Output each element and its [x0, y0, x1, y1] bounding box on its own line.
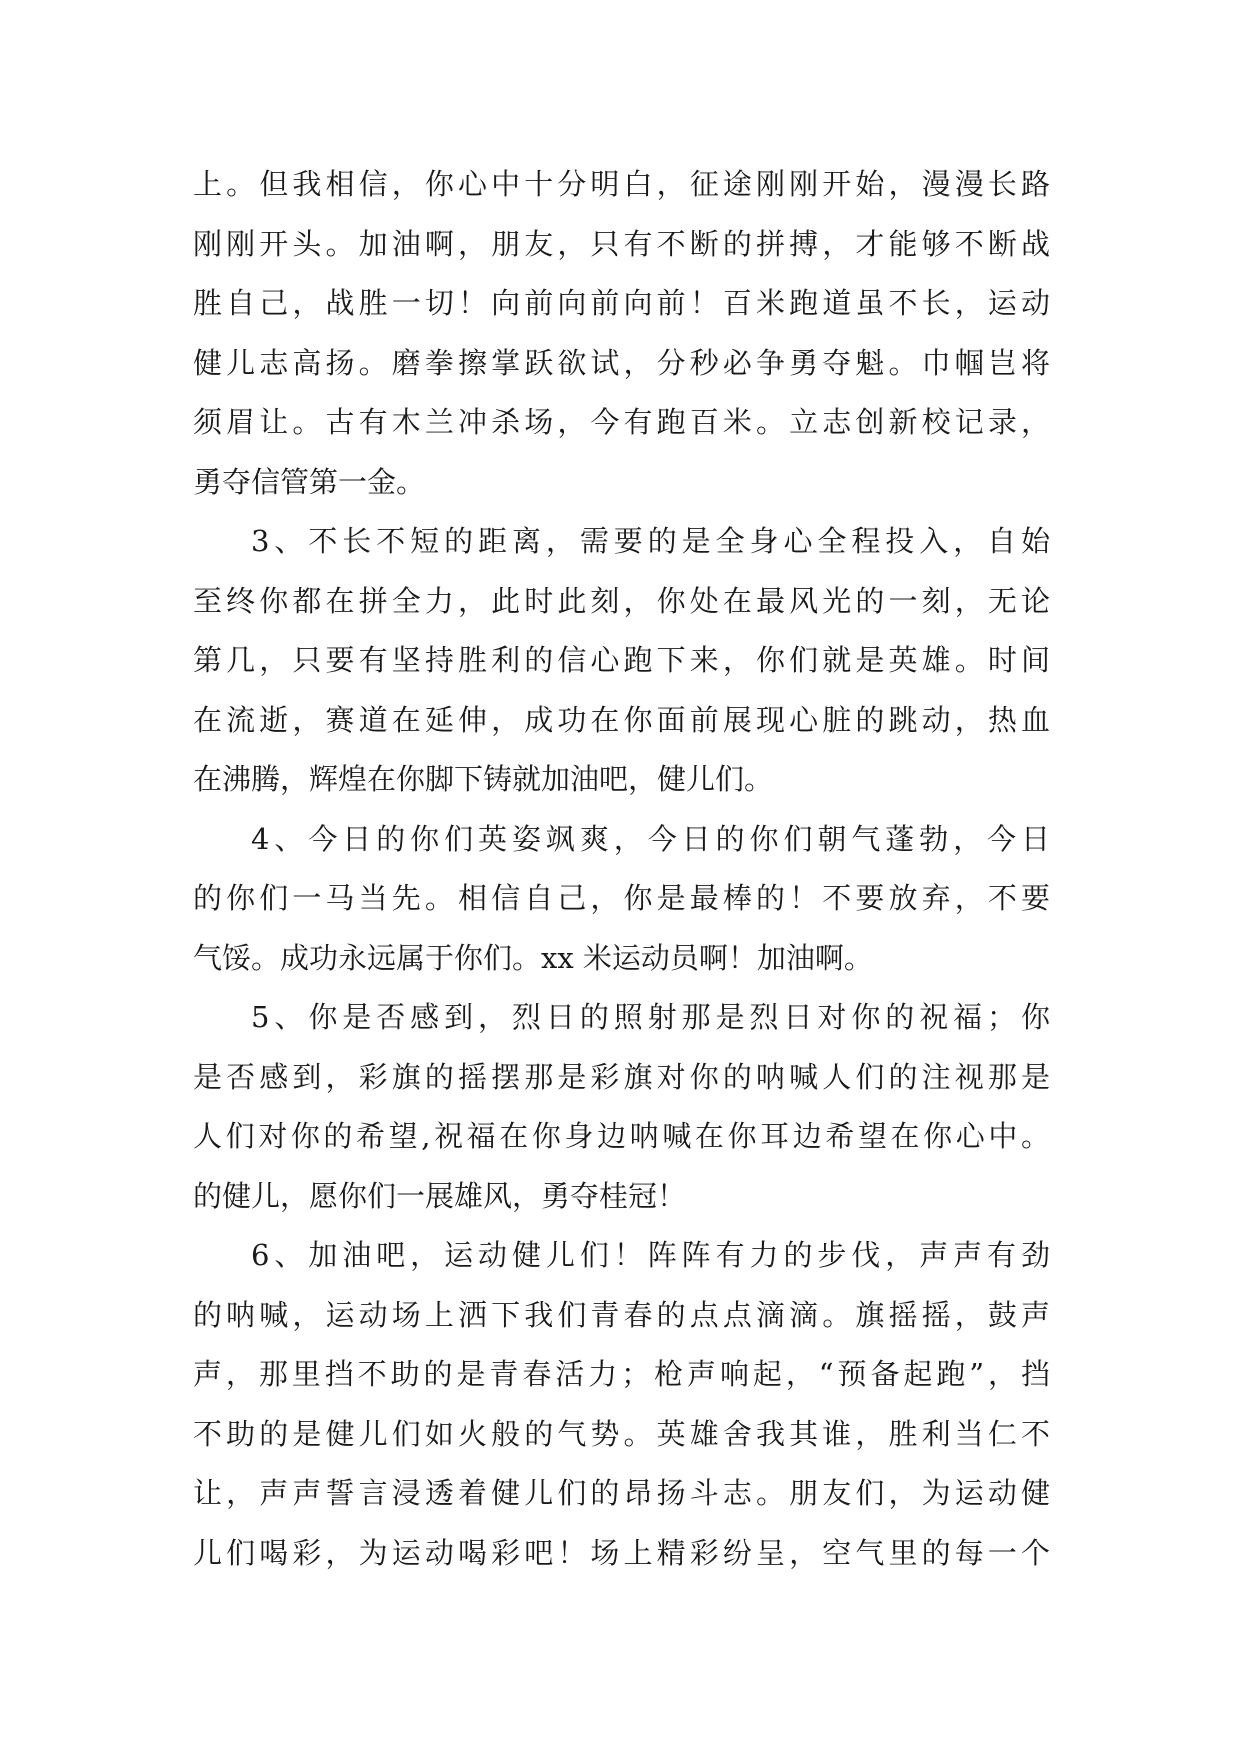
text-line: 在流逝，赛道在延伸，成功在你面前展现心脏的跳动，热血 [193, 702, 1050, 737]
paragraph-3 [193, 512, 1050, 810]
text-line: 健儿志高扬。磨拳擦掌跃欲试，分秒必争勇夺魁。巾帼岂将 [193, 345, 1050, 380]
text-line: 5、你是否感到，烈日的照射那是烈日对你的祝福；你 [251, 1000, 1050, 1034]
text-line: 6、加油吧，运动健儿们！阵阵有力的步伐，声声有劲 [251, 1238, 1050, 1272]
text-line: 3、不长不短的距离，需要的是全身心全程投入，自始 [251, 524, 1050, 558]
text-line: 不助的是健儿们如火般的气势。英雄舍我其谁，胜利当仁不 [193, 1416, 1050, 1451]
text-line: 儿们喝彩，为运动喝彩吧！场上精彩纷呈，空气里的每一个 [193, 1535, 1050, 1570]
text-line: 须眉让。古有木兰冲杀场，今有跑百米。立志创新校记录， [193, 405, 1050, 439]
text-line: 气馁。成功永远属于你们。xx 米运动员啊！加油啊。 [193, 940, 873, 975]
text-line: 至终你都在拼全力，此时此刻，你处在最风光的一刻，无论 [193, 583, 1050, 618]
paragraph-5 [193, 988, 1050, 1226]
text-line: 第几，只要有坚持胜利的信心跑下来，你们就是英雄。时间 [193, 643, 1050, 677]
text-line: 让，声声誓言浸透着健儿们的昂扬斗志。朋友们，为运动健 [193, 1476, 1050, 1510]
text-line: 在沸腾，辉煌在你脚下铸就加油吧，健儿们。 [193, 762, 774, 796]
paragraph-continued [193, 155, 1050, 512]
paragraph-4 [193, 810, 1050, 989]
text-line: 4、今日的你们英姿飒爽，今日的你们朝气蓬勃，今日 [251, 821, 1050, 856]
text-line: 刚刚开头。加油啊，朋友，只有不断的拼搏，才能够不断战 [193, 226, 1050, 261]
paragraph-6 [193, 1226, 1050, 1583]
text-line: 上。但我相信，你心中十分明白，征途刚刚开始，漫漫长路 [193, 167, 1050, 201]
text-line: 的呐喊，运动场上洒下我们青春的点点滴滴。旗摇摇，鼓声 [193, 1297, 1050, 1332]
text-line: 胜自己，战胜一切！向前向前向前！百米跑道虽不长，运动 [193, 286, 1050, 320]
text-line: 的健儿，愿你们一展雄风，勇夺桂冠！ [193, 1178, 687, 1213]
text-line: 勇夺信管第一金。 [193, 464, 426, 499]
text-line: 声，那里挡不助的是青春活力；枪声响起，“预备起跑”，挡 [193, 1357, 1050, 1391]
text-line: 的你们一马当先。相信自己，你是最棒的！不要放弃，不要 [193, 881, 1050, 915]
text-line: 人们对你的希望,祝福在你身边呐喊在你耳边希望在你心中。 [193, 1119, 1050, 1153]
text-line: 是否感到，彩旗的摇摆那是彩旗对你的呐喊人们的注视那是 [193, 1059, 1050, 1094]
document-body [193, 155, 1050, 1583]
